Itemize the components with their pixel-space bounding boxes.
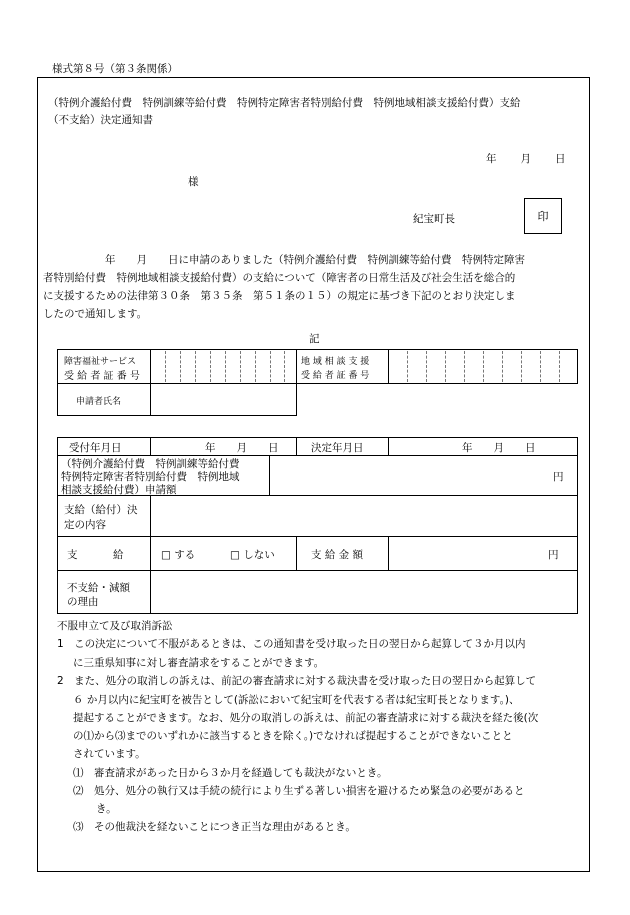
reason-label-2: の理由 (67, 596, 99, 608)
appeal-p2-line-3: 提起することができます。なお、処分の取消しの訴えは、前記の審査請求に対する裁決を経た後(次 (73, 712, 539, 724)
chiiki-cert-label-1: 地 域 相 談 支 援 (301, 357, 370, 367)
claim-amount-input[interactable] (270, 456, 550, 495)
claim-label-1: （特例介護給付費 特例訓練等給付費 (61, 458, 240, 470)
title-line-1: （特例介護給付費 特例訓練等給付費 特例特定障害者特別給付費 特例地域相談支援給付費）支給 (48, 97, 521, 109)
appeal-p2-line-1: 2 また、処分の取消しの訴えは、前記の審査請求に対する裁決書を受け取った日の翌日から起算して (57, 675, 537, 687)
reason-label-1: 不支給・減額 (67, 582, 130, 594)
service-cert-label-1: 障害福祉サービス (64, 357, 137, 367)
payment-amount-label: 支 給 金 額 (311, 549, 364, 561)
claim-amount-yen: 円 (553, 471, 564, 483)
body-line-1: 年 月 日に申請のありました（特例介護給付費 特例訓練等給付費 特例特定障害 (105, 254, 525, 266)
issuer-name: 紀宝町長 (413, 213, 455, 225)
title-line-2: （不支給）決定通知書 (48, 114, 153, 126)
payment-yes-checkbox[interactable]: □ する (161, 549, 196, 561)
body-line-3: に支援するための法律第３０条 第３５条 第５１条の１５）の規定に基づき下記のとおり決定しま (43, 290, 516, 302)
decision-date-label: 決定年月日 (311, 442, 364, 454)
applicant-name-input[interactable] (151, 384, 296, 415)
chiiki-cert-label-2: 受 給 者 証 番 号 (301, 371, 370, 381)
decision-content-input[interactable] (151, 496, 577, 536)
form-number: 様式第８号（第３条関係） (52, 63, 178, 75)
appeal-heading: 不服申立て及び取消訴訟 (57, 620, 173, 632)
issue-date: 年 月 日 (486, 153, 567, 165)
appeal-item-3: ⑶ その他裁決を経ないことにつき正当な理由があるとき。 (73, 821, 356, 833)
certificate-number-input[interactable] (151, 350, 296, 383)
claim-label-2: 特例特定障害者特別給付費 特例地域 (61, 471, 240, 483)
seal-label: 印 (537, 210, 549, 223)
body-line-4: したので通知します。 (43, 308, 148, 320)
seal-box (524, 198, 562, 234)
payment-label: 支 給 (67, 549, 125, 561)
claim-label-3: 相談支援給付費）申請額 (61, 484, 177, 496)
appeal-item-1: ⑴ 審査請求があった日から３か月を経過しても裁決がないとき。 (73, 767, 388, 779)
recipient-suffix: 様 (188, 176, 199, 188)
chiiki-certificate-number-input[interactable] (389, 350, 577, 383)
content-label-1: 支給（給付）決 (64, 504, 138, 516)
payment-no-checkbox[interactable]: □ しない (230, 549, 275, 561)
appeal-p2-line-5: されています。 (73, 748, 146, 760)
reason-input[interactable] (151, 571, 577, 613)
ki-heading: 記 (309, 333, 320, 345)
appeal-p1-line-1: 1 この決定について不服があるときは、この通知書を受け取った日の翌日から起算して３か月以内 (57, 638, 526, 650)
content-label-2: 定の内容 (64, 519, 106, 531)
appeal-p2-line-2: ６ か月以内に紀宝町を被告として(訴訟において紀宝町を代表する者は紀宝町長となります。)、 (73, 694, 520, 706)
body-line-2: 者特別給付費 特例地域相談支援給付費）の支給について（障害者の日常生活及び社会生活を総合的 (43, 272, 516, 284)
appeal-item-2-line-2: き。 (96, 803, 117, 815)
payment-amount-yen: 円 (548, 549, 559, 561)
appeal-p2-line-4: の⑴から⑶までのいずれかに該当するときを除く。)でなければ提起することができないことと (73, 730, 513, 742)
receipt-date-label: 受付年月日 (69, 442, 122, 454)
receipt-date-value[interactable]: 年 月 日 (205, 442, 279, 454)
appeal-item-2-line-1: ⑵ 処分、処分の執行又は手続の続行により生ずる著しい損害を避けるため緊急の必要があると (73, 785, 525, 797)
decision-date-value[interactable]: 年 月 日 (462, 442, 536, 454)
appeal-p1-line-2: に三重県知事に対し審査請求をすることができます。 (73, 657, 325, 669)
service-cert-label-2: 受 給 者 証 番 号 (64, 371, 140, 382)
applicant-name-label: 申請者氏名 (76, 397, 122, 407)
